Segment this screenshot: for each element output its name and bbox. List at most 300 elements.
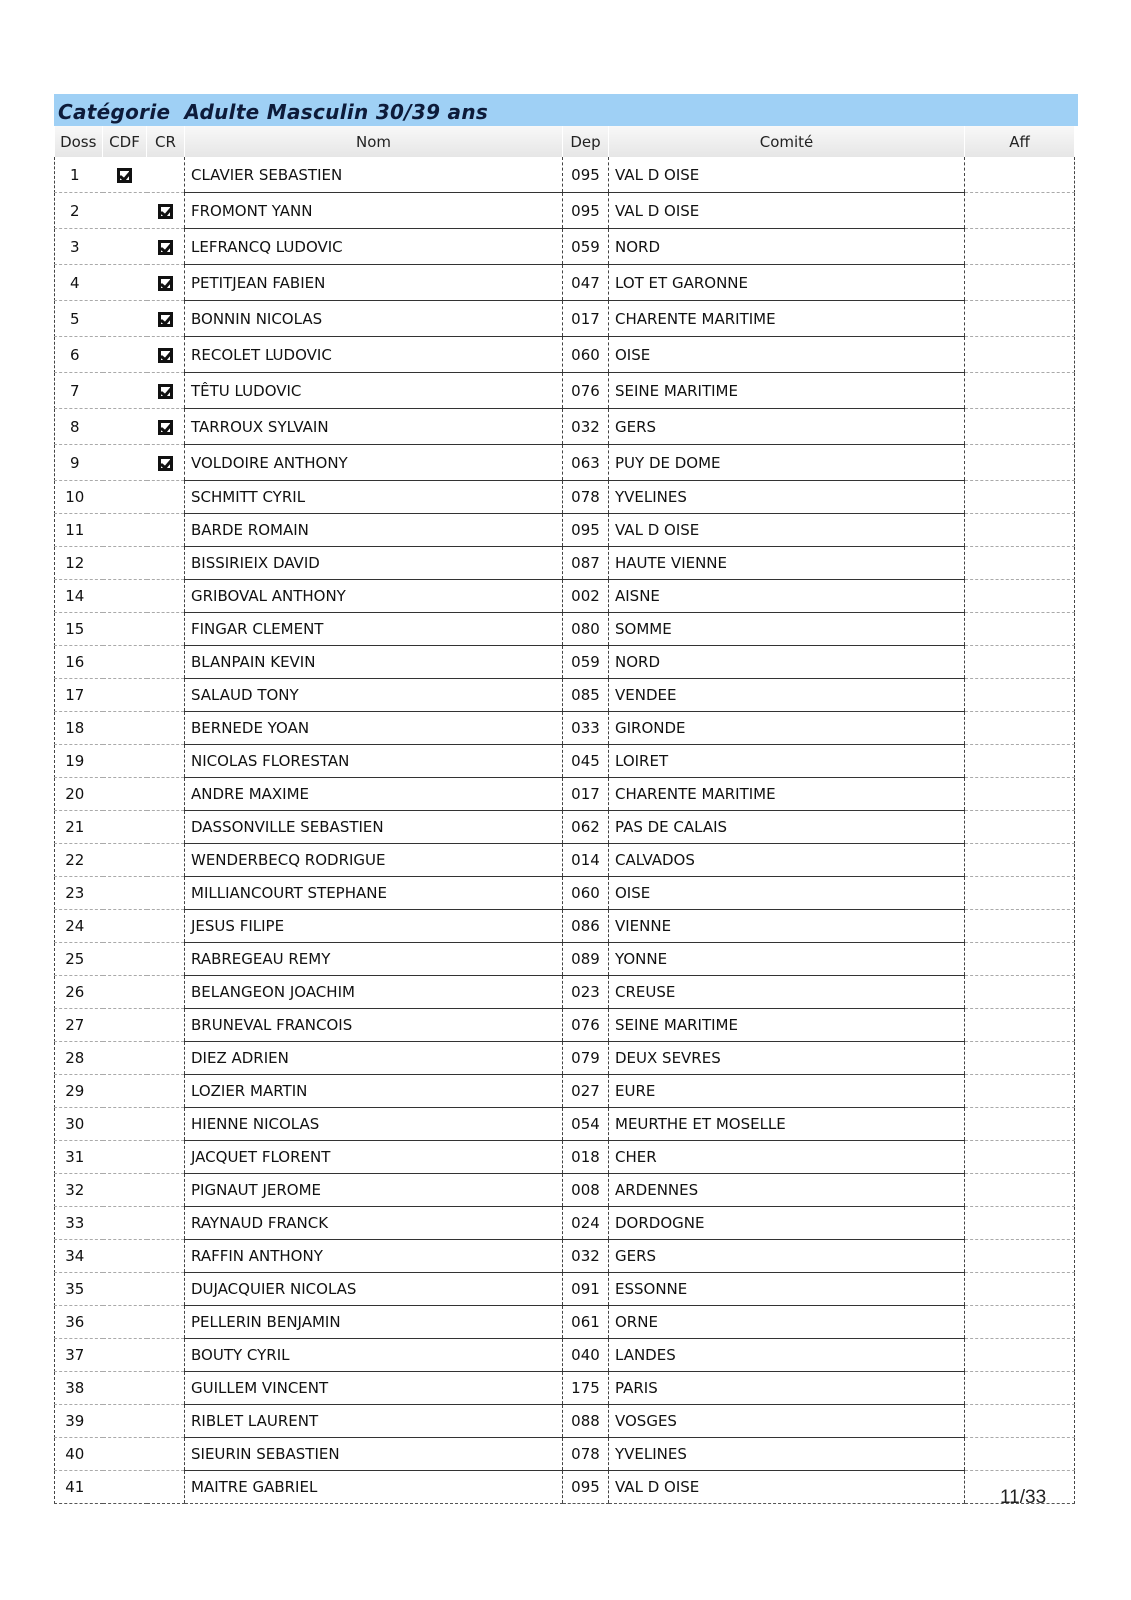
cell-comite: HAUTE VIENNE — [609, 547, 965, 580]
cell-dep: 060 — [563, 877, 609, 910]
table-row — [55, 1471, 1075, 1504]
cell-dep: 023 — [563, 976, 609, 1009]
cell-doss: 34 — [55, 1240, 103, 1273]
cell-cr — [147, 1405, 185, 1438]
cell-cr — [147, 445, 185, 481]
checked-box-icon — [158, 240, 173, 255]
cell-aff — [965, 844, 1075, 877]
cell-cr — [147, 844, 185, 877]
cell-cr — [147, 976, 185, 1009]
cell-cr — [147, 745, 185, 778]
cell-comite: OISE — [609, 877, 965, 910]
cell-aff — [965, 373, 1075, 409]
cell-dep: 060 — [563, 337, 609, 373]
table-row — [55, 844, 1075, 877]
cell-cr — [147, 877, 185, 910]
cell-cr — [147, 1075, 185, 1108]
cell-comite: LOIRET — [609, 745, 965, 778]
cell-doss: 19 — [55, 745, 103, 778]
cell-nom: BONNIN NICOLAS — [185, 301, 563, 337]
cell-cr — [147, 1009, 185, 1042]
cell-dep: 061 — [563, 1306, 609, 1339]
col-header-aff: Aff — [965, 126, 1075, 157]
table-row — [55, 514, 1075, 547]
cell-aff — [965, 580, 1075, 613]
cell-nom: TÊTU LUDOVIC — [185, 373, 563, 409]
cell-dep: 086 — [563, 910, 609, 943]
cell-aff — [965, 157, 1075, 193]
cell-cr — [147, 943, 185, 976]
cell-cr — [147, 679, 185, 712]
cell-comite: VAL D OISE — [609, 157, 965, 193]
cell-doss: 40 — [55, 1438, 103, 1471]
cell-cr — [147, 778, 185, 811]
cell-comite: YONNE — [609, 943, 965, 976]
table-row — [55, 1438, 1075, 1471]
cell-cdf — [103, 1075, 147, 1108]
cell-aff — [965, 301, 1075, 337]
cell-cr — [147, 580, 185, 613]
cell-doss: 27 — [55, 1009, 103, 1042]
cell-nom: BISSIRIEIX DAVID — [185, 547, 563, 580]
cell-nom: FINGAR CLEMENT — [185, 613, 563, 646]
table-row — [55, 265, 1075, 301]
cell-aff — [965, 679, 1075, 712]
cell-nom: RECOLET LUDOVIC — [185, 337, 563, 373]
cell-doss: 1 — [55, 157, 103, 193]
table-row — [55, 481, 1075, 514]
cell-comite: SEINE MARITIME — [609, 373, 965, 409]
cell-cdf — [103, 1207, 147, 1240]
checked-box-icon — [158, 348, 173, 363]
cell-cdf — [103, 1471, 147, 1504]
cell-cdf — [103, 1141, 147, 1174]
cell-nom: RAFFIN ANTHONY — [185, 1240, 563, 1273]
cell-cdf — [103, 976, 147, 1009]
table-row — [55, 337, 1075, 373]
cell-aff — [965, 1075, 1075, 1108]
table-header-row — [55, 126, 1075, 157]
table-row — [55, 712, 1075, 745]
cell-doss: 16 — [55, 646, 103, 679]
cell-comite: GERS — [609, 1240, 965, 1273]
cell-dep: 095 — [563, 1471, 609, 1504]
cell-cdf — [103, 193, 147, 229]
cell-cdf — [103, 1009, 147, 1042]
category-label: Catégorie — [58, 100, 171, 124]
table-row — [55, 1306, 1075, 1339]
cell-dep: 032 — [563, 1240, 609, 1273]
cell-aff — [965, 1306, 1075, 1339]
cell-doss: 2 — [55, 193, 103, 229]
cell-doss: 35 — [55, 1273, 103, 1306]
cell-cdf — [103, 1372, 147, 1405]
cell-dep: 080 — [563, 613, 609, 646]
cell-cdf — [103, 514, 147, 547]
cell-nom: RIBLET LAURENT — [185, 1405, 563, 1438]
cell-nom: LEFRANCQ LUDOVIC — [185, 229, 563, 265]
cell-cdf — [103, 337, 147, 373]
cell-cr — [147, 481, 185, 514]
cell-comite: ORNE — [609, 1306, 965, 1339]
cell-dep: 095 — [563, 193, 609, 229]
col-header-cdf: CDF — [103, 126, 147, 157]
table-row — [55, 1174, 1075, 1207]
cell-dep: 014 — [563, 844, 609, 877]
col-header-doss: Doss — [55, 126, 103, 157]
cell-cr — [147, 373, 185, 409]
cell-comite: AISNE — [609, 580, 965, 613]
cell-cdf — [103, 646, 147, 679]
cell-aff — [965, 1240, 1075, 1273]
table-row — [55, 1042, 1075, 1075]
table-row — [55, 1075, 1075, 1108]
cell-cr — [147, 514, 185, 547]
cell-doss: 15 — [55, 613, 103, 646]
cell-cdf — [103, 1438, 147, 1471]
table-row — [55, 1339, 1075, 1372]
cell-cdf — [103, 712, 147, 745]
cell-cdf — [103, 373, 147, 409]
table-row — [55, 373, 1075, 409]
cell-cdf — [103, 1240, 147, 1273]
cell-aff — [965, 745, 1075, 778]
cell-nom: BOUTY CYRIL — [185, 1339, 563, 1372]
cell-comite: CHER — [609, 1141, 965, 1174]
cell-cdf — [103, 229, 147, 265]
cell-comite: CHARENTE MARITIME — [609, 301, 965, 337]
cell-cr — [147, 1438, 185, 1471]
cell-nom: SCHMITT CYRIL — [185, 481, 563, 514]
cell-cr — [147, 229, 185, 265]
table-row — [55, 910, 1075, 943]
table-row — [55, 301, 1075, 337]
cell-doss: 25 — [55, 943, 103, 976]
cell-comite: ESSONNE — [609, 1273, 965, 1306]
table-row — [55, 157, 1075, 193]
cell-cdf — [103, 1174, 147, 1207]
checked-box-icon — [158, 204, 173, 219]
cell-nom: DIEZ ADRIEN — [185, 1042, 563, 1075]
cell-nom: ANDRE MAXIME — [185, 778, 563, 811]
cell-dep: 076 — [563, 373, 609, 409]
table-row — [55, 1009, 1075, 1042]
cell-doss: 41 — [55, 1471, 103, 1504]
registration-sheet — [54, 94, 1078, 1504]
cell-aff — [965, 910, 1075, 943]
cell-comite: SEINE MARITIME — [609, 1009, 965, 1042]
cell-dep: 045 — [563, 745, 609, 778]
cell-cdf — [103, 1405, 147, 1438]
cell-aff — [965, 193, 1075, 229]
cell-cdf — [103, 1108, 147, 1141]
cell-dep: 032 — [563, 409, 609, 445]
cell-cdf — [103, 580, 147, 613]
cell-dep: 078 — [563, 1438, 609, 1471]
cell-aff — [965, 1339, 1075, 1372]
cell-nom: TARROUX SYLVAIN — [185, 409, 563, 445]
cell-aff — [965, 229, 1075, 265]
cell-aff — [965, 1438, 1075, 1471]
cell-cdf — [103, 157, 147, 193]
cell-comite: EURE — [609, 1075, 965, 1108]
cell-cdf — [103, 265, 147, 301]
checked-box-icon — [158, 312, 173, 327]
checked-box-icon — [158, 276, 173, 291]
cell-dep: 059 — [563, 646, 609, 679]
cell-aff — [965, 1108, 1075, 1141]
cell-aff — [965, 1207, 1075, 1240]
cell-dep: 018 — [563, 1141, 609, 1174]
cell-doss: 20 — [55, 778, 103, 811]
cell-nom: FROMONT YANN — [185, 193, 563, 229]
cell-cr — [147, 1372, 185, 1405]
cell-nom: BRUNEVAL FRANCOIS — [185, 1009, 563, 1042]
cell-doss: 17 — [55, 679, 103, 712]
cell-nom: HIENNE NICOLAS — [185, 1108, 563, 1141]
cell-doss: 36 — [55, 1306, 103, 1339]
cell-aff — [965, 811, 1075, 844]
table-row — [55, 811, 1075, 844]
cell-cdf — [103, 547, 147, 580]
cell-comite: CREUSE — [609, 976, 965, 1009]
cell-dep: 085 — [563, 679, 609, 712]
cell-nom: MAITRE GABRIEL — [185, 1471, 563, 1504]
cell-cdf — [103, 745, 147, 778]
cell-cdf — [103, 481, 147, 514]
cell-cr — [147, 265, 185, 301]
cell-dep: 089 — [563, 943, 609, 976]
cell-cr — [147, 157, 185, 193]
checked-box-icon — [117, 168, 132, 183]
cell-cr — [147, 613, 185, 646]
cell-dep: 027 — [563, 1075, 609, 1108]
cell-comite: ARDENNES — [609, 1174, 965, 1207]
cell-cdf — [103, 1042, 147, 1075]
cell-nom: SIEURIN SEBASTIEN — [185, 1438, 563, 1471]
cell-doss: 6 — [55, 337, 103, 373]
cell-doss: 8 — [55, 409, 103, 445]
table-row — [55, 976, 1075, 1009]
cell-doss: 32 — [55, 1174, 103, 1207]
cell-dep: 024 — [563, 1207, 609, 1240]
cell-doss: 31 — [55, 1141, 103, 1174]
cell-comite: GIRONDE — [609, 712, 965, 745]
cell-cr — [147, 301, 185, 337]
cell-cdf — [103, 910, 147, 943]
cell-aff — [965, 547, 1075, 580]
entrants-table — [54, 126, 1075, 1504]
cell-comite: DEUX SEVRES — [609, 1042, 965, 1075]
table-row — [55, 193, 1075, 229]
cell-dep: 062 — [563, 811, 609, 844]
cell-nom: SALAUD TONY — [185, 679, 563, 712]
cell-aff — [965, 265, 1075, 301]
cell-nom: VOLDOIRE ANTHONY — [185, 445, 563, 481]
cell-cr — [147, 409, 185, 445]
cell-aff — [965, 1009, 1075, 1042]
cell-nom: NICOLAS FLORESTAN — [185, 745, 563, 778]
cell-cr — [147, 712, 185, 745]
cell-nom: BELANGEON JOACHIM — [185, 976, 563, 1009]
cell-doss: 9 — [55, 445, 103, 481]
cell-cdf — [103, 409, 147, 445]
cell-comite: GERS — [609, 409, 965, 445]
cell-comite: SOMME — [609, 613, 965, 646]
cell-comite: VENDEE — [609, 679, 965, 712]
cell-aff — [965, 1372, 1075, 1405]
cell-nom: PELLERIN BENJAMIN — [185, 1306, 563, 1339]
table-row — [55, 778, 1075, 811]
cell-doss: 5 — [55, 301, 103, 337]
cell-aff — [965, 976, 1075, 1009]
table-row — [55, 1141, 1075, 1174]
table-row — [55, 229, 1075, 265]
cell-dep: 087 — [563, 547, 609, 580]
col-header-cr: CR — [147, 126, 185, 157]
cell-aff — [965, 778, 1075, 811]
cell-dep: 059 — [563, 229, 609, 265]
cell-cdf — [103, 778, 147, 811]
cell-doss: 22 — [55, 844, 103, 877]
cell-doss: 14 — [55, 580, 103, 613]
cell-doss: 38 — [55, 1372, 103, 1405]
cell-dep: 033 — [563, 712, 609, 745]
cell-nom: GUILLEM VINCENT — [185, 1372, 563, 1405]
cell-dep: 175 — [563, 1372, 609, 1405]
cell-dep: 040 — [563, 1339, 609, 1372]
cell-doss: 33 — [55, 1207, 103, 1240]
cell-comite: PUY DE DOME — [609, 445, 965, 481]
cell-comite: VAL D OISE — [609, 1471, 965, 1504]
page-number: 11/33 — [1000, 1487, 1047, 1508]
cell-cdf — [103, 1339, 147, 1372]
category-header — [54, 94, 1078, 126]
cell-comite: VOSGES — [609, 1405, 965, 1438]
table-row — [55, 445, 1075, 481]
table-row — [55, 1108, 1075, 1141]
cell-aff — [965, 613, 1075, 646]
cell-cdf — [103, 844, 147, 877]
cell-cdf — [103, 445, 147, 481]
col-header-nom: Nom — [185, 126, 563, 157]
cell-cdf — [103, 1306, 147, 1339]
col-header-comite: Comité — [609, 126, 965, 157]
cell-comite: CALVADOS — [609, 844, 965, 877]
cell-nom: GRIBOVAL ANTHONY — [185, 580, 563, 613]
cell-dep: 095 — [563, 157, 609, 193]
cell-dep: 008 — [563, 1174, 609, 1207]
cell-nom: BLANPAIN KEVIN — [185, 646, 563, 679]
cell-dep: 017 — [563, 301, 609, 337]
cell-dep: 047 — [563, 265, 609, 301]
cell-cdf — [103, 301, 147, 337]
cell-cr — [147, 811, 185, 844]
cell-comite: VAL D OISE — [609, 193, 965, 229]
cell-doss: 29 — [55, 1075, 103, 1108]
cell-cr — [147, 910, 185, 943]
cell-comite: CHARENTE MARITIME — [609, 778, 965, 811]
cell-cr — [147, 547, 185, 580]
table-row — [55, 943, 1075, 976]
cell-dep: 078 — [563, 481, 609, 514]
cell-cr — [147, 1240, 185, 1273]
table-body — [55, 157, 1075, 1504]
table-row — [55, 613, 1075, 646]
cell-nom: JESUS FILIPE — [185, 910, 563, 943]
checked-box-icon — [158, 456, 173, 471]
cell-nom: PIGNAUT JEROME — [185, 1174, 563, 1207]
cell-cdf — [103, 811, 147, 844]
cell-nom: RABREGEAU REMY — [185, 943, 563, 976]
cell-aff — [965, 1273, 1075, 1306]
cell-comite: PAS DE CALAIS — [609, 811, 965, 844]
cell-aff — [965, 1042, 1075, 1075]
cell-cr — [147, 1042, 185, 1075]
cell-comite: YVELINES — [609, 481, 965, 514]
cell-comite: OISE — [609, 337, 965, 373]
cell-comite: YVELINES — [609, 1438, 965, 1471]
cell-nom: WENDERBECQ RODRIGUE — [185, 844, 563, 877]
cell-comite: NORD — [609, 229, 965, 265]
cell-comite: NORD — [609, 646, 965, 679]
cell-dep: 017 — [563, 778, 609, 811]
cell-aff — [965, 514, 1075, 547]
cell-comite: LOT ET GARONNE — [609, 265, 965, 301]
cell-doss: 12 — [55, 547, 103, 580]
cell-nom: CLAVIER SEBASTIEN — [185, 157, 563, 193]
cell-cr — [147, 1273, 185, 1306]
table-row — [55, 1240, 1075, 1273]
table-row — [55, 580, 1075, 613]
col-header-dep: Dep — [563, 126, 609, 157]
cell-dep: 088 — [563, 1405, 609, 1438]
cell-nom: PETITJEAN FABIEN — [185, 265, 563, 301]
cell-cdf — [103, 613, 147, 646]
cell-nom: RAYNAUD FRANCK — [185, 1207, 563, 1240]
cell-doss: 3 — [55, 229, 103, 265]
cell-dep: 091 — [563, 1273, 609, 1306]
cell-cr — [147, 1207, 185, 1240]
cell-aff — [965, 1405, 1075, 1438]
cell-aff — [965, 712, 1075, 745]
cell-doss: 18 — [55, 712, 103, 745]
cell-cr — [147, 1471, 185, 1504]
cell-doss: 39 — [55, 1405, 103, 1438]
checked-box-icon — [158, 420, 173, 435]
cell-dep: 095 — [563, 514, 609, 547]
table-row — [55, 547, 1075, 580]
table-row — [55, 679, 1075, 712]
cell-cr — [147, 1108, 185, 1141]
cell-nom: LOZIER MARTIN — [185, 1075, 563, 1108]
cell-cr — [147, 193, 185, 229]
cell-nom: MILLIANCOURT STEPHANE — [185, 877, 563, 910]
table-row — [55, 1405, 1075, 1438]
cell-nom: DUJACQUIER NICOLAS — [185, 1273, 563, 1306]
cell-cdf — [103, 943, 147, 976]
cell-doss: 11 — [55, 514, 103, 547]
table-row — [55, 409, 1075, 445]
cell-cr — [147, 1306, 185, 1339]
cell-doss: 37 — [55, 1339, 103, 1372]
cell-cdf — [103, 679, 147, 712]
cell-aff — [965, 409, 1075, 445]
cell-dep: 076 — [563, 1009, 609, 1042]
cell-aff — [965, 1174, 1075, 1207]
cell-nom: DASSONVILLE SEBASTIEN — [185, 811, 563, 844]
table-row — [55, 1273, 1075, 1306]
